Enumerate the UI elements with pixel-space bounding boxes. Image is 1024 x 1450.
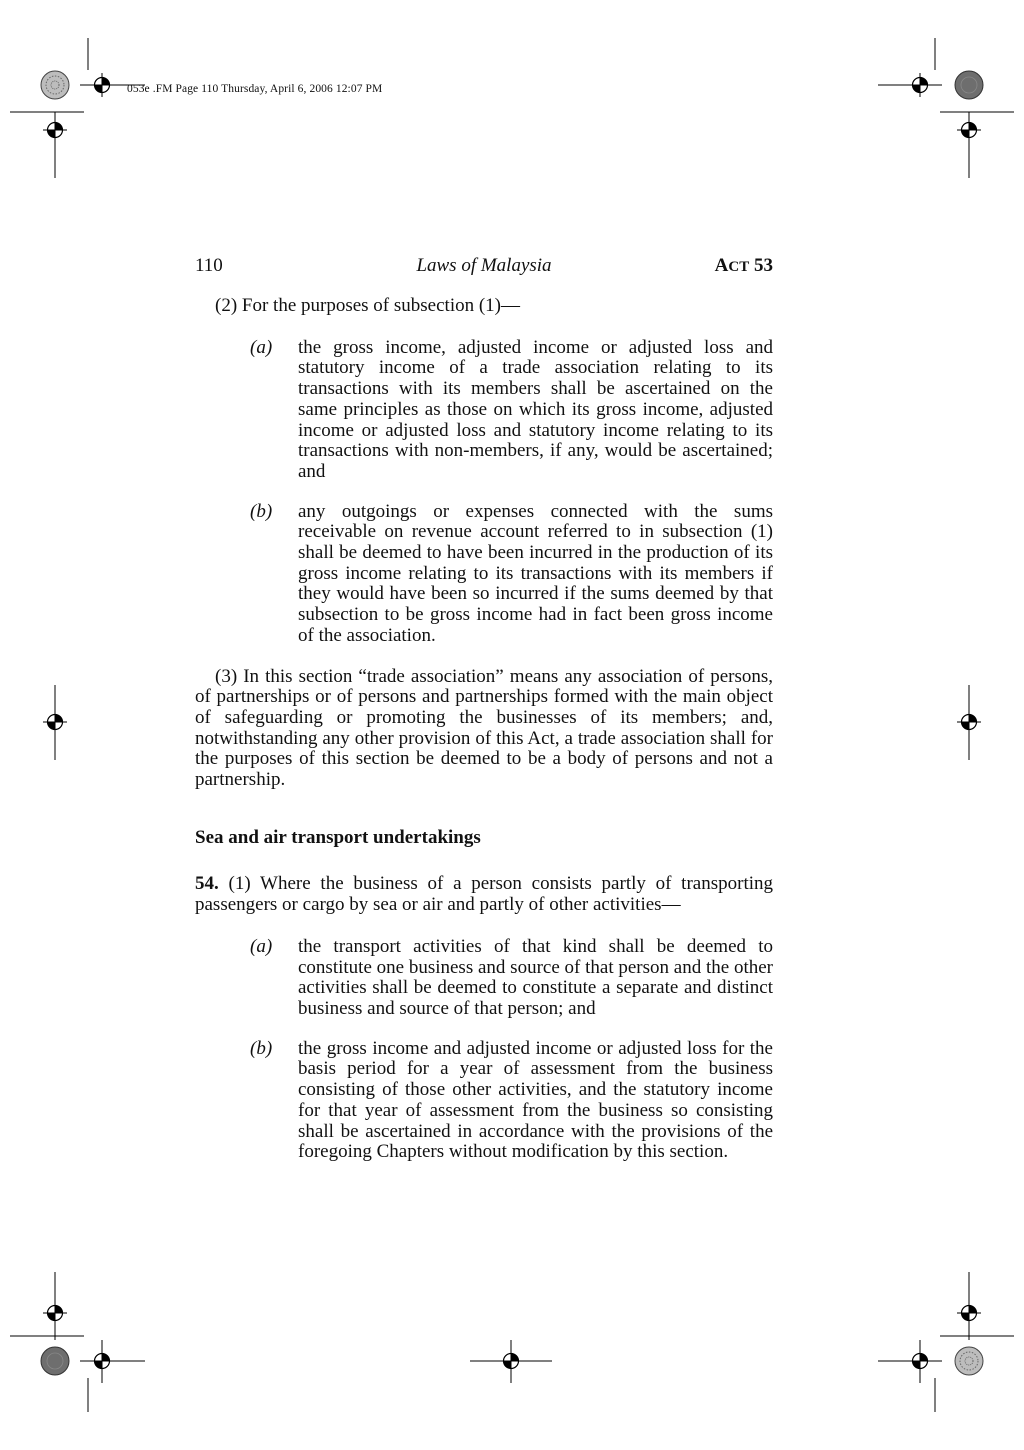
item-text: the gross income, adjusted income or adjusted loss and statutory income of a trade association relating to its transactions with its members shall be ascertained on the same principles as those on which its gross income, adjusted income or adjusted loss and statutory income relating to its transactions with non-members, if any, would be ascertained; and (298, 336, 773, 482)
running-header (195, 255, 773, 279)
item-text: the gross income and adjusted income or adjusted loss for the basis period for a year of assessment from the business consisting of those other activities, and the statutory income for that year of assessment from the business so consisting shall be ascertained in accordance with the provisions of the foregoing Chapters without modification by this section. (298, 1037, 773, 1163)
act-label: ACT 53 (714, 255, 773, 276)
page-number: 110 (195, 255, 223, 276)
section-heading: Sea and air transport undertakings (195, 826, 481, 848)
header-title: Laws of Malaysia (416, 255, 552, 276)
section-54-text: (1) Where the business of a person consists partly of transporting passengers or cargo by sea or air and partly of other activities— (195, 873, 773, 916)
subsection-2-intro: (2) For the purposes of subsection (1)— (215, 295, 521, 316)
slug-line: 053e .FM Page 110 Thursday, April 6, 2006 12:07 PM (127, 83, 383, 95)
item-text: the transport activities of that kind shall be deemed to constitute one business and source of that person and the other activities shall be deemed to constitute a separate and distinct business and source of that person; and (298, 935, 773, 1019)
section-54-item-b (195, 1039, 773, 1163)
item-label: (b) (250, 500, 273, 522)
document-body (195, 296, 773, 1163)
subsection-3: (3) In this section “trade association” means any association of persons, of partnerships or of persons and partnerships formed with the main object of safeguarding or promoting the businesses of its members; and, notwithstanding any other provision of this Act, a trade association shall for the purposes of this section be deemed to be a body of persons and not a partnership. (195, 665, 773, 791)
subsection-2-item-a (195, 338, 773, 483)
subsection-2-item-b (195, 502, 773, 647)
section-54-intro (195, 874, 773, 915)
item-label: (a) (250, 935, 273, 957)
item-label: (b) (250, 1037, 273, 1059)
item-label: (a) (250, 336, 273, 358)
section-54-item-a (195, 937, 773, 1020)
item-text: any outgoings or expenses connected with the sums receivable on revenue account referred to in subsection (1) shall be deemed to have been incurred in the production of its gross income relating to its transactions with its members if they would have been so incurred if the sums deemed by that subsection to be gross income had in fact been gross income of the association. (298, 500, 773, 646)
section-number: 54. (195, 873, 219, 895)
